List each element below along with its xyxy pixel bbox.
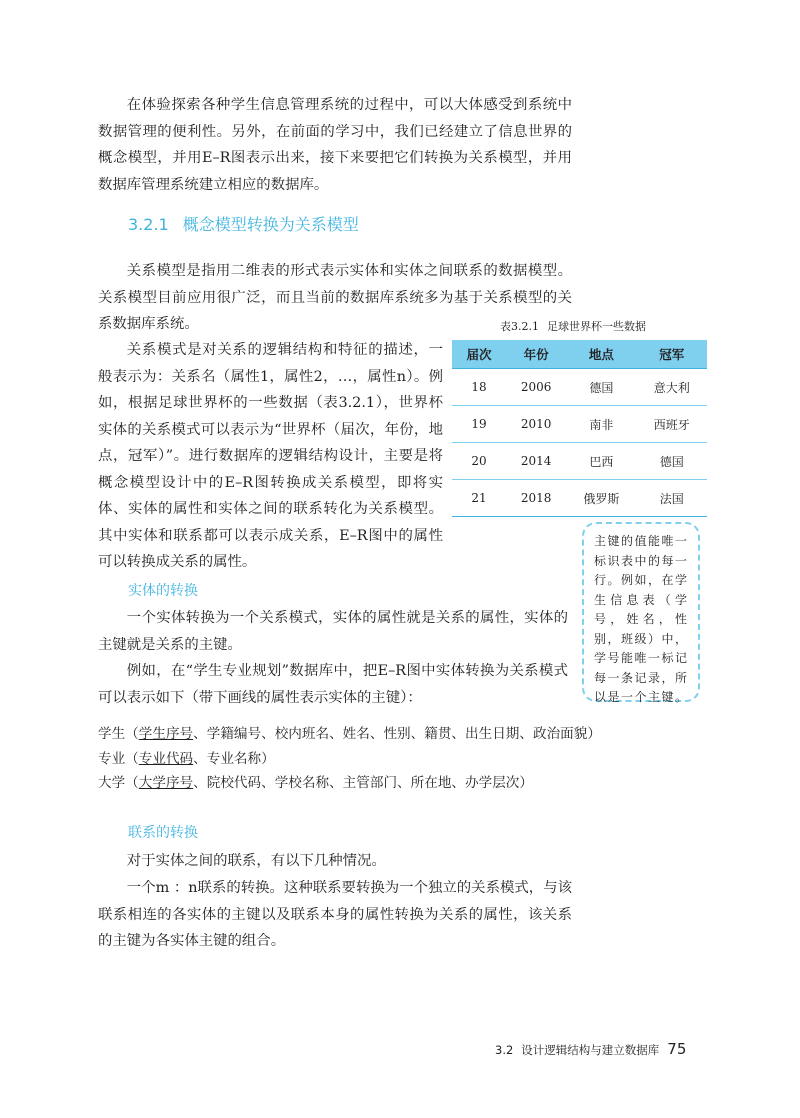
relational-model-paragraph: 关系模型是指用二维表的形式表示实体和实体之间联系的数据模型。关系模型目前应用很广泛，而且当前的数据库系统多为基于关系模型的关系数据库系统。 [98,263,572,332]
table-caption-number: 表3.2.1 [500,320,539,333]
schema-attributes: 、院校代码、学校名称、主管部门、所在地、办学层次） [193,775,533,791]
table-cell: 2018 [506,480,566,517]
table-cell: 南非 [566,406,636,443]
relationship-cases-paragraph: 对于实体之间的联系，有以下几种情况。 [126,853,386,869]
note-text: 主键的值能唯一标识表中的每一行。例如，在学生信息表（学号，姓名，性别，班级）中，学号能唯一标记每一条记录，所以是一个主键。 [594,534,688,704]
table-row [452,480,707,517]
schema-attributes: 、学籍编号、校内班名、姓名、性别、籍贯、出生日期、政治面貌） [193,726,601,742]
table-cell: 德国 [566,369,636,406]
page-footer [495,1040,686,1058]
schema-name: 学生（ [98,726,139,742]
entity-conversion-heading: 实体的转换 [128,583,198,599]
table-cell: 法国 [637,480,707,517]
section-number: 3.2.1 [128,215,169,234]
world-cup-table [452,340,707,517]
table-caption-text: 足球世界杯一些数据 [547,320,646,333]
schema-primary-key: 学生序号 [138,726,194,742]
footer-title: 设计逻辑结构与建立数据库 [521,1043,660,1057]
primary-key-note [582,522,700,702]
table-cell: 2010 [506,406,566,443]
schema-name: 专业（ [98,750,139,767]
table-cell: 19 [452,406,506,443]
page-number: 75 [667,1040,687,1058]
table-cell: 德国 [637,443,707,480]
table-cell: 2014 [506,443,566,480]
table-header-row [452,340,707,369]
footer-chapter: 3.2 [495,1043,514,1057]
table-row [452,406,707,443]
example-paragraph: 例如，在“学生专业规划”数据库中，把E–R图中实体转换为关系模式可以表示如下（带下画线的属性表示实体的主键）： [98,663,568,706]
table-cell: 意大利 [637,369,707,406]
schema-primary-key: 专业代码 [138,750,194,767]
table-header-cell: 冠军 [637,340,707,369]
table-row [452,443,707,480]
table-cell: 巴西 [566,443,636,480]
entity-conversion-paragraph: 一个实体转换为一个关系模式，实体的属性就是关系的属性，实体的主键就是关系的主键。 [98,610,568,653]
table-cell: 21 [452,480,506,517]
table-header-cell: 地点 [566,340,636,369]
major-schema [98,747,601,772]
schema-attributes: 、专业名称） [193,750,275,767]
section-title [128,212,359,235]
table-row [452,369,707,406]
section-title-text: 概念模型转换为关系模型 [182,215,359,234]
schema-primary-key: 大学序号 [138,775,194,791]
relation-schema-paragraph: 关系模式是对关系的逻辑结构和特征的描述，一般表示为：关系名（属性1，属性2，…，属性n）。例如，根据足球世界杯的一些数据（表3.2.1），世界杯实体的关系模式可以表示为“世界杯（届次，年份，地点，冠军）”。进行数据库的逻辑结构设计，主要是将概念模型设计中的E–R图转换成关系模型，即将实体、实体的属性和实体之间的联系转化为关系模型。其中实体和联系都可以表示成关系，E–R图中的属性可以转换成关系的属性。 [98,342,443,570]
table-header-cell: 年份 [506,340,566,369]
university-schema [98,771,601,796]
table-cell: 2006 [506,369,566,406]
relationship-conversion-heading: 联系的转换 [128,825,198,841]
schema-name: 大学（ [98,775,139,791]
table-cell: 20 [452,443,506,480]
student-schema [98,722,601,747]
intro-paragraph: 在体验探索各种学生信息管理系统的过程中，可以大体感受到系统中数据管理的便利性。另外，在前面的学习中，我们已经建立了信息世界的概念模型，并用E–R图表示出来，接下来要把它们转换为关系模型，并用数据库管理系统建立相应的数据库。 [98,97,572,193]
relation-schemas [98,722,601,796]
table-caption [500,318,646,334]
table-cell: 俄罗斯 [566,480,636,517]
table-cell: 西班牙 [637,406,707,443]
table-cell: 18 [452,369,506,406]
table-header-cell: 届次 [452,340,506,369]
mn-conversion-paragraph: 一个m ：n联系的转换。这种联系要转换为一个独立的关系模式，与该联系相连的各实体的主键以及联系本身的属性转换为关系的属性，该关系的主键为各实体主键的组合。 [98,880,572,949]
